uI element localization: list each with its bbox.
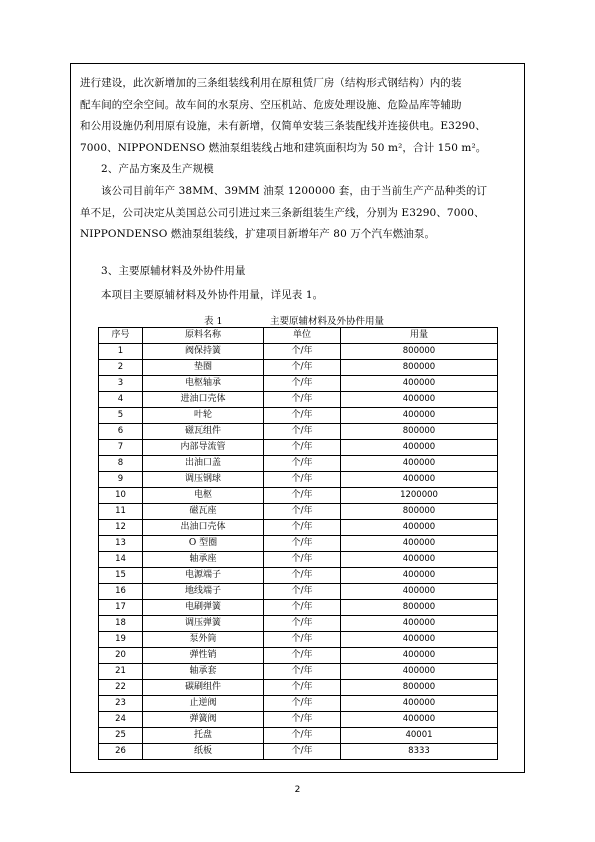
row-unit: 个/年 [264,488,341,504]
table-row [99,632,498,648]
row-index: 10 [99,488,143,504]
row-index: 2 [99,360,143,376]
row-material-name: 弹性销 [143,648,264,664]
table-row [99,728,498,744]
row-quantity: 40001 [341,728,498,744]
row-material-name: 磁瓦座 [143,504,264,520]
row-material-name: 轴承座 [143,552,264,568]
row-index: 9 [99,472,143,488]
row-unit: 个/年 [264,584,341,600]
row-quantity: 1200000 [341,488,498,504]
table-row [99,344,498,360]
row-unit: 个/年 [264,408,341,424]
row-quantity: 400000 [341,712,498,728]
header-quantity: 用量 [341,328,498,344]
row-unit: 个/年 [264,664,341,680]
header-material-name: 原料名称 [143,328,264,344]
row-material-name: 纸板 [143,744,264,760]
row-quantity: 8333 [341,744,498,760]
row-material-name: 止逆阀 [143,696,264,712]
row-quantity: 800000 [341,360,498,376]
row-index: 20 [99,648,143,664]
row-quantity: 800000 [341,680,498,696]
row-unit: 个/年 [264,504,341,520]
row-unit: 个/年 [264,472,341,488]
intro-paragraph [80,73,520,159]
row-quantity: 400000 [341,456,498,472]
row-material-name: 电枢轴承 [143,376,264,392]
table-row [99,616,498,632]
row-unit: 个/年 [264,552,341,568]
table-row [99,600,498,616]
section-2-line-3: NIPPONDENSO 燃油泵组装线，扩建项目新增年产 80 万个汽车燃油泵。 [80,228,436,240]
row-material-name: 出油口壳体 [143,520,264,536]
intro-line-2: 配车间的空余空间。故车间的水泵房、空压机站、危废处理设施、危险品库等辅助 [80,98,462,111]
table-row [99,584,498,600]
row-material-name: 调压弹簧 [143,616,264,632]
row-material-name: 轴承套 [143,664,264,680]
row-index: 23 [99,696,143,712]
row-quantity: 400000 [341,632,498,648]
section-2-paragraph [80,181,520,246]
section-2-heading: 2、产品方案及生产规模 [101,163,214,175]
row-quantity: 800000 [341,424,498,440]
row-index: 8 [99,456,143,472]
section-3-heading: 3、主要原辅材料及外协件用量 [101,265,246,277]
row-quantity: 400000 [341,664,498,680]
row-index: 11 [99,504,143,520]
row-unit: 个/年 [264,360,341,376]
row-quantity: 400000 [341,376,498,392]
row-index: 16 [99,584,143,600]
row-quantity: 400000 [341,536,498,552]
row-material-name: 出油口盖 [143,456,264,472]
section-2-line-1: 该公司目前年产 38MM、39MM 油泵 1200000 套，由于当前生产产品种类的订 [101,185,488,197]
row-unit: 个/年 [264,744,341,760]
table-row [99,488,498,504]
row-unit: 个/年 [264,728,341,744]
table-row [99,440,498,456]
row-material-name: 托盘 [143,728,264,744]
table-row [99,408,498,424]
row-unit: 个/年 [264,424,341,440]
row-unit: 个/年 [264,456,341,472]
row-unit: 个/年 [264,712,341,728]
table-row [99,648,498,664]
row-material-name: 内部导流管 [143,440,264,456]
row-index: 4 [99,392,143,408]
table-row [99,536,498,552]
row-quantity: 400000 [341,520,498,536]
row-index: 21 [99,664,143,680]
row-material-name: 碳刷组件 [143,680,264,696]
row-index: 26 [99,744,143,760]
row-index: 22 [99,680,143,696]
row-index: 13 [99,536,143,552]
row-index: 17 [99,600,143,616]
table-row [99,696,498,712]
row-material-name: 叶轮 [143,408,264,424]
section-2-line-2: 单不足，公司决定从美国总公司引进过来三条新组装生产线，分别为 E3290、7000、 [80,206,485,219]
row-quantity: 400000 [341,584,498,600]
row-unit: 个/年 [264,600,341,616]
row-quantity: 400000 [341,696,498,712]
row-unit: 个/年 [264,440,341,456]
row-quantity: 400000 [341,472,498,488]
row-index: 15 [99,568,143,584]
table-caption-title: 主要原辅材料及外协件用量 [270,316,385,327]
row-index: 24 [99,712,143,728]
table-row [99,376,498,392]
row-index: 25 [99,728,143,744]
table-row [99,360,498,376]
row-quantity: 400000 [341,568,498,584]
row-material-name: 调压钢球 [143,472,264,488]
table-row [99,664,498,680]
row-index: 18 [99,616,143,632]
row-quantity: 400000 [341,616,498,632]
table-row [99,680,498,696]
table-row [99,712,498,728]
row-unit: 个/年 [264,520,341,536]
row-material-name: 电枢 [143,488,264,504]
row-index: 5 [99,408,143,424]
row-quantity: 400000 [341,552,498,568]
row-unit: 个/年 [264,344,341,360]
row-index: 14 [99,552,143,568]
section-3-intro: 本项目主要原辅材料及外协件用量，详见表 1。 [101,289,324,301]
row-quantity: 400000 [341,440,498,456]
row-material-name: 阀保持簧 [143,344,264,360]
row-unit: 个/年 [264,536,341,552]
row-unit: 个/年 [264,376,341,392]
table-row [99,456,498,472]
materials-table [98,327,498,760]
table-row [99,504,498,520]
row-material-name: 地线端子 [143,584,264,600]
table-row [99,472,498,488]
row-unit: 个/年 [264,568,341,584]
table-row [99,392,498,408]
row-quantity: 400000 [341,648,498,664]
table-header-row [99,328,498,344]
intro-line-4: 7000、NIPPONDENSO 燃油泵组装线占地和建筑面积均为 50 m²，合计 150 m²。 [80,141,487,154]
intro-line-3: 和公用设施仍利用原有设施，未有新增，仅简单安装三条装配线并连接供电。E3290、 [80,120,486,132]
row-unit: 个/年 [264,680,341,696]
row-material-name: 弹簧阀 [143,712,264,728]
row-index: 7 [99,440,143,456]
row-index: 12 [99,520,143,536]
table-row [99,744,498,760]
row-quantity: 400000 [341,408,498,424]
intro-line-1: 进行建设，此次新增加的三条组装线利用在原租赁厂房（结构形式钢结构）内的装 [80,77,462,89]
row-quantity: 800000 [341,600,498,616]
row-material-name: 垫圈 [143,360,264,376]
row-quantity: 800000 [341,504,498,520]
row-index: 1 [99,344,143,360]
row-unit: 个/年 [264,648,341,664]
row-material-name: 磁瓦组件 [143,424,264,440]
row-index: 19 [99,632,143,648]
table-caption-number: 表 1 [204,316,223,327]
row-unit: 个/年 [264,392,341,408]
row-material-name: 泵外筒 [143,632,264,648]
row-material-name: 进油口壳体 [143,392,264,408]
row-quantity: 400000 [341,392,498,408]
header-index: 序号 [99,328,143,344]
row-index: 6 [99,424,143,440]
table-row [99,568,498,584]
row-unit: 个/年 [264,696,341,712]
page-number: 2 [294,785,301,795]
row-quantity: 800000 [341,344,498,360]
row-material-name: O 型圈 [143,536,264,552]
row-unit: 个/年 [264,616,341,632]
row-unit: 个/年 [264,632,341,648]
table-row [99,424,498,440]
table-row [99,520,498,536]
row-material-name: 电源端子 [143,568,264,584]
table-row [99,552,498,568]
row-material-name: 电刷弹簧 [143,600,264,616]
row-index: 3 [99,376,143,392]
header-unit: 单位 [264,328,341,344]
